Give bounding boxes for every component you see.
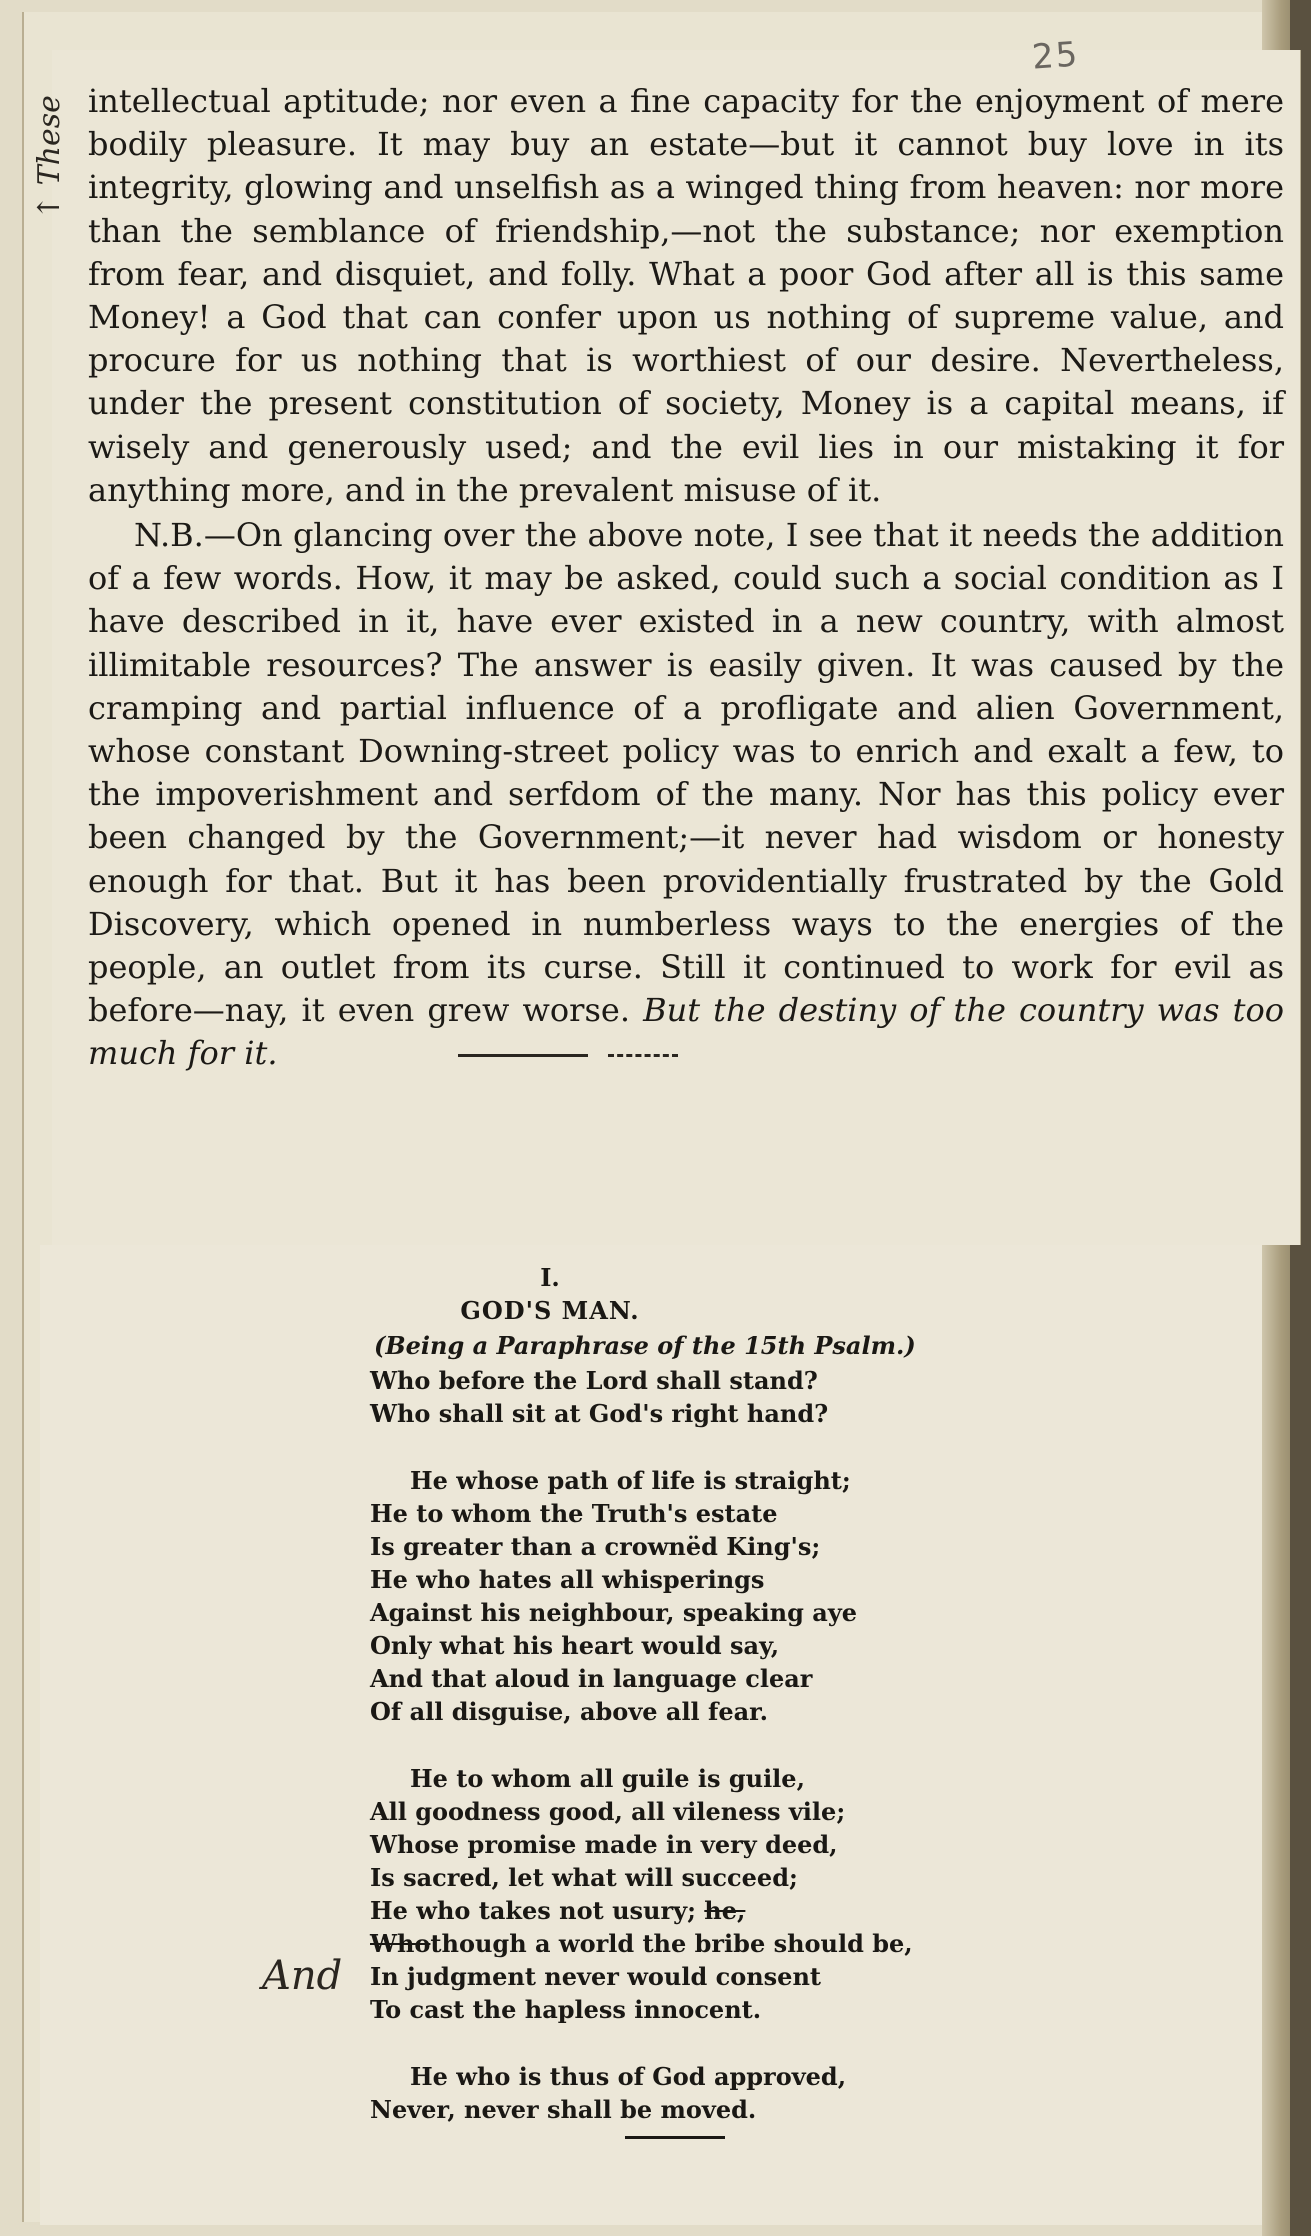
poem-line: Is greater than a crownëd King's; [370,1532,821,1561]
struck-word: he, [704,1896,746,1925]
poem-end-rule [625,2136,725,2139]
poem-line: Whose promise made in very deed, [370,1830,838,1859]
poem-line: He whose path of life is straight; [410,1466,851,1495]
struck-word: Who [370,1929,431,1958]
prose-paragraph: intellectual aptitude; nor even a fine capacity for the enjoyment of mere bodily pleasure. It may buy an estate—but it cannot buy love in its integrity, glowing and unselfish as a winged thing from heaven: nor more than the semblance of friendship,—not the substance; nor exemption from fear, and disquiet, and folly. What a poor God after all is this same Money! a God that can confer upon us nothing of supreme value, and procure for us nothing that is worthiest of our desire. Nevertheless, under the present constitution of society, Money is a capital means, if wisely and generously used; and the evil lies in our mistaking it for anything more, and in the prevalent misuse of it. [88,82,1284,509]
nb-italic-ending: But the destiny of the country was too much for it. [88,991,1285,1073]
poem-line: All goodness good, all vileness vile; [370,1797,846,1826]
handwritten-insertion: And [262,1953,343,1999]
nb-text: N.B.—On glancing over the above note, I see that it needs the addition of a few words. How, it may be asked, could such a social condition as I have described in it, have ever existed in a new country, with almost illimitable resources? The answer is easily given. It was caused by the cramping and partial influence of a profligate and alien Government, whose constant Downing-street policy was to enrich and exalt a few, to the impoverishment and serfdom of the many. Nor has this policy ever been changed by the Government;—it never had wisdom or honesty enough for that. But it has been providentially frustrated by the Gold Discovery, which opened in numberless ways to the energies of the people, an outlet from its curse. Still it continued to work for evil as before—nay, it even grew worse. [88,516,1284,1030]
poem-line [370,1894,1070,1927]
poem-line: Of all disguise, above all fear. [370,1697,768,1726]
poem-line-text: though a world the bribe should be, [430,1929,913,1958]
poem-line: He who is thus of God approved, [410,2062,847,2091]
poem-subtitle: (Being a Paraphrase of the 15th Psalm.) [374,1331,916,1360]
poem-line: He to whom all guile is guile, [410,1764,805,1793]
poem-line: To cast the hapless innocent. [370,1995,762,2024]
section-rule-tail [608,1054,678,1057]
prose-paragraph-nb [88,514,1284,1076]
poem-line-text: He who takes not usury; [370,1896,696,1925]
poem-line: Who before the Lord shall stand? [370,1366,818,1395]
prose-text [88,80,1284,1076]
poem-line: In judgment never would consent [370,1962,821,1991]
margin-annotation: ↑ These [32,95,67,220]
poem-number: I. [540,1263,560,1292]
poem-line: Who shall sit at God's right hand? [370,1399,829,1428]
poem [370,1262,1070,2139]
poem-line [370,1927,1070,1960]
poem-line: He who hates all whisperings [370,1565,765,1594]
page-number: 25 [1030,34,1081,78]
poem-line: And that aloud in language clear [370,1664,813,1693]
poem-line: Never, never shall be moved. [370,2095,757,2124]
poem-line: Is sacred, let what will succeed; [370,1863,798,1892]
poem-title: GOD'S MAN. [460,1296,640,1325]
poem-line: Against his neighbour, speaking aye [370,1598,858,1627]
section-rule [458,1054,588,1057]
poem-line: He to whom the Truth's estate [370,1499,778,1528]
poem-line: Only what his heart would say, [370,1631,780,1660]
